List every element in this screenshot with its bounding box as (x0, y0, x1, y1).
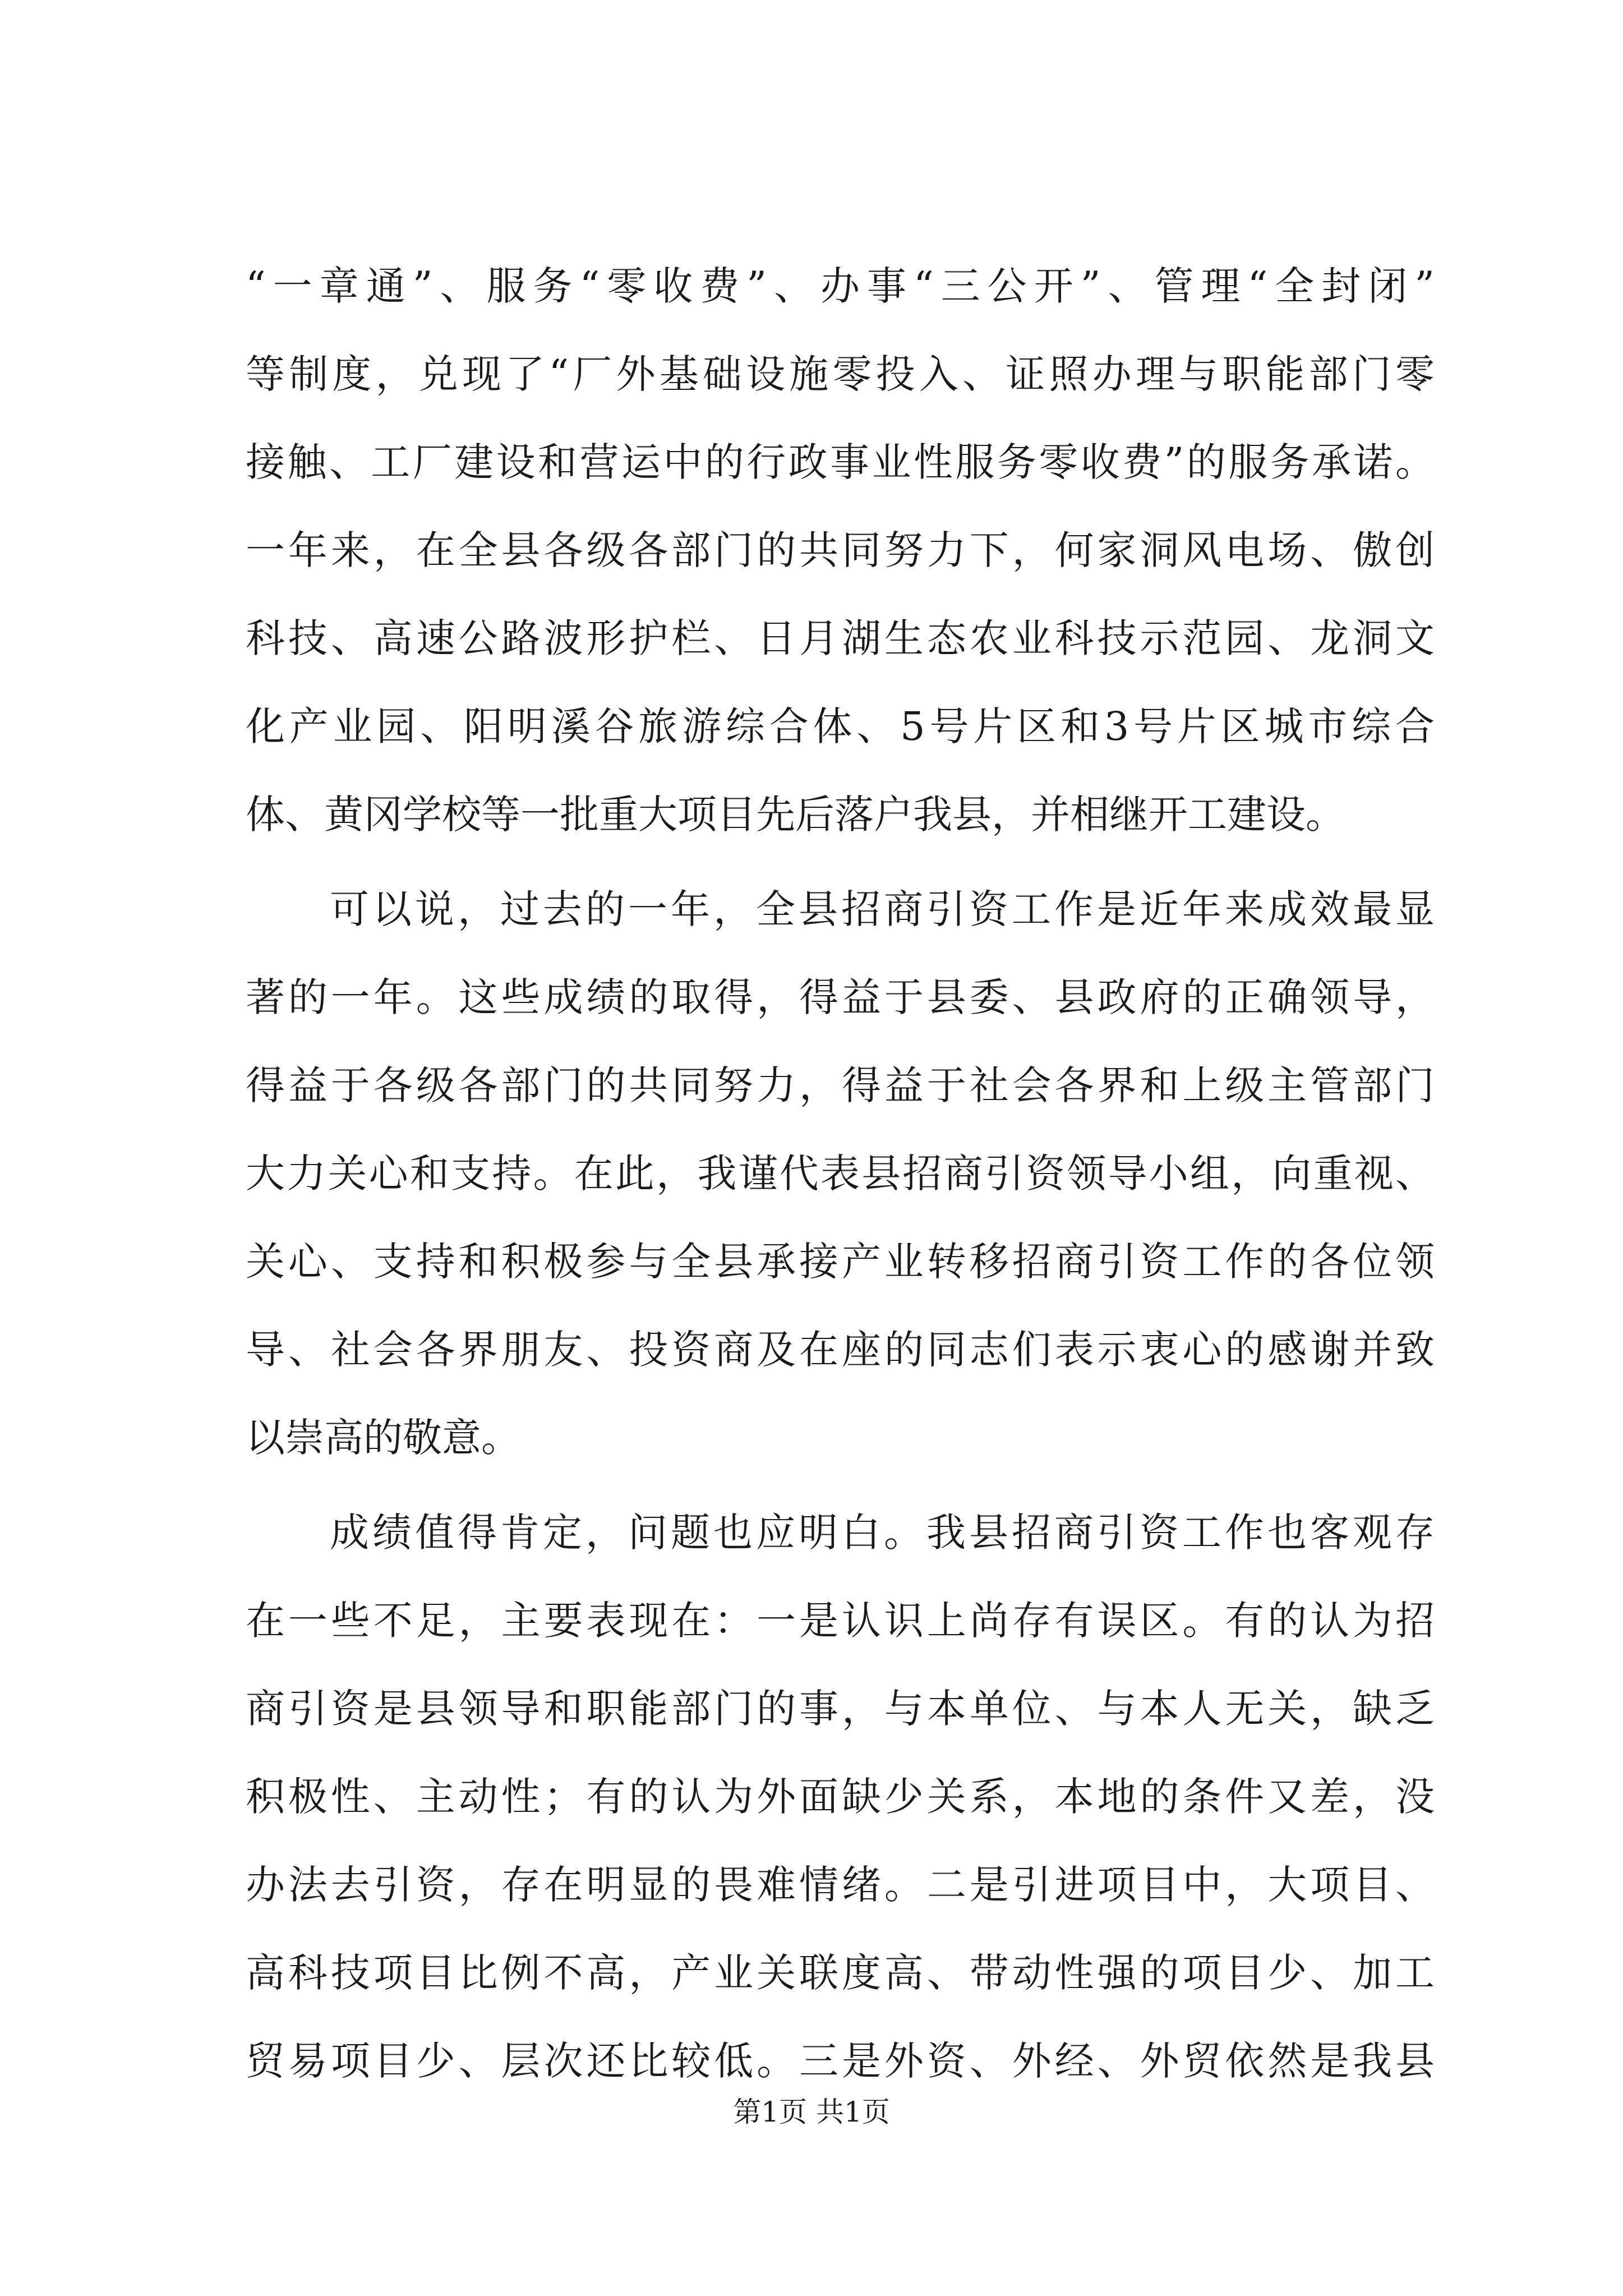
text-line: 商引资是县领导和职能部门的事，与本单位、与本人无关，缺乏 (246, 1686, 1435, 1732)
text-line: 得益于各级各部门的共同努力，得益于社会各界和上级主管部门 (246, 1062, 1435, 1108)
page-footer (0, 2090, 1623, 2130)
text-line: 办法去引资，存在明显的畏难情绪。二是引进项目中，大项目、 (246, 1862, 1435, 1908)
text-line: 体、黄冈学校等一批重大项目先后落户我县，并相继开工建设。 (246, 792, 1345, 838)
text-line: 化产业园、阳明溪谷旅游综合体、5号片区和3号片区城市综合 (246, 703, 1435, 749)
text-line: 以崇高的敬意。 (246, 1415, 520, 1461)
text-line: 成绩值得肯定，问题也应明白。我县招商引资工作也客观存 (330, 1510, 1435, 1556)
text-line: 著的一年。这些成绩的取得，得益于县委、县政府的正确领导， (246, 974, 1435, 1020)
text-line: 导、社会各界朋友、投资商及在座的同志们表示衷心的感谢并致 (246, 1327, 1435, 1373)
text-line: 可以说，过去的一年，全县招商引资工作是近年来成效最显 (330, 886, 1435, 932)
text-line: 关心、支持和积极参与全县承接产业转移招商引资工作的各位领 (246, 1239, 1435, 1285)
text-line: 一年来，在全县各级各部门的共同努力下，何家洞风电场、傲创 (246, 527, 1435, 573)
text-line: 在一些不足，主要表现在：一是认识上尚存有误区。有的认为招 (246, 1598, 1435, 1644)
text-line: 等制度，兑现了“厂外基础设施零投入、证照办理与职能部门零 (246, 351, 1435, 397)
page-number: 第1页 共1页 (733, 2096, 890, 2128)
paragraph-3 (246, 1489, 1435, 2105)
text-line: 高科技项目比例不高，产业关联度高、带动性强的项目少、加工 (246, 1950, 1435, 1996)
text-line: 科技、高速公路波形护栏、日月湖生态农业科技示范园、龙洞文 (246, 615, 1435, 661)
text-line: 积极性、主动性；有的认为外面缺少关系，本地的条件又差，没 (246, 1774, 1435, 1820)
paragraph-2 (246, 866, 1435, 1482)
text-line: “一章通”、服务“零收费”、办事“三公开”、管理“全封闭” (246, 263, 1435, 309)
text-line: 接触、工厂建设和营运中的行政事业性服务零收费”的服务承诺。 (246, 439, 1435, 485)
paragraph-1 (246, 242, 1435, 859)
text-line: 贸易项目少、层次还比较低。三是外资、外经、外贸依然是我县 (246, 2038, 1435, 2084)
text-line: 大力关心和支持。在此，我谨代表县招商引资领导小组，向重视、 (246, 1151, 1435, 1197)
document-body (246, 242, 1435, 2105)
